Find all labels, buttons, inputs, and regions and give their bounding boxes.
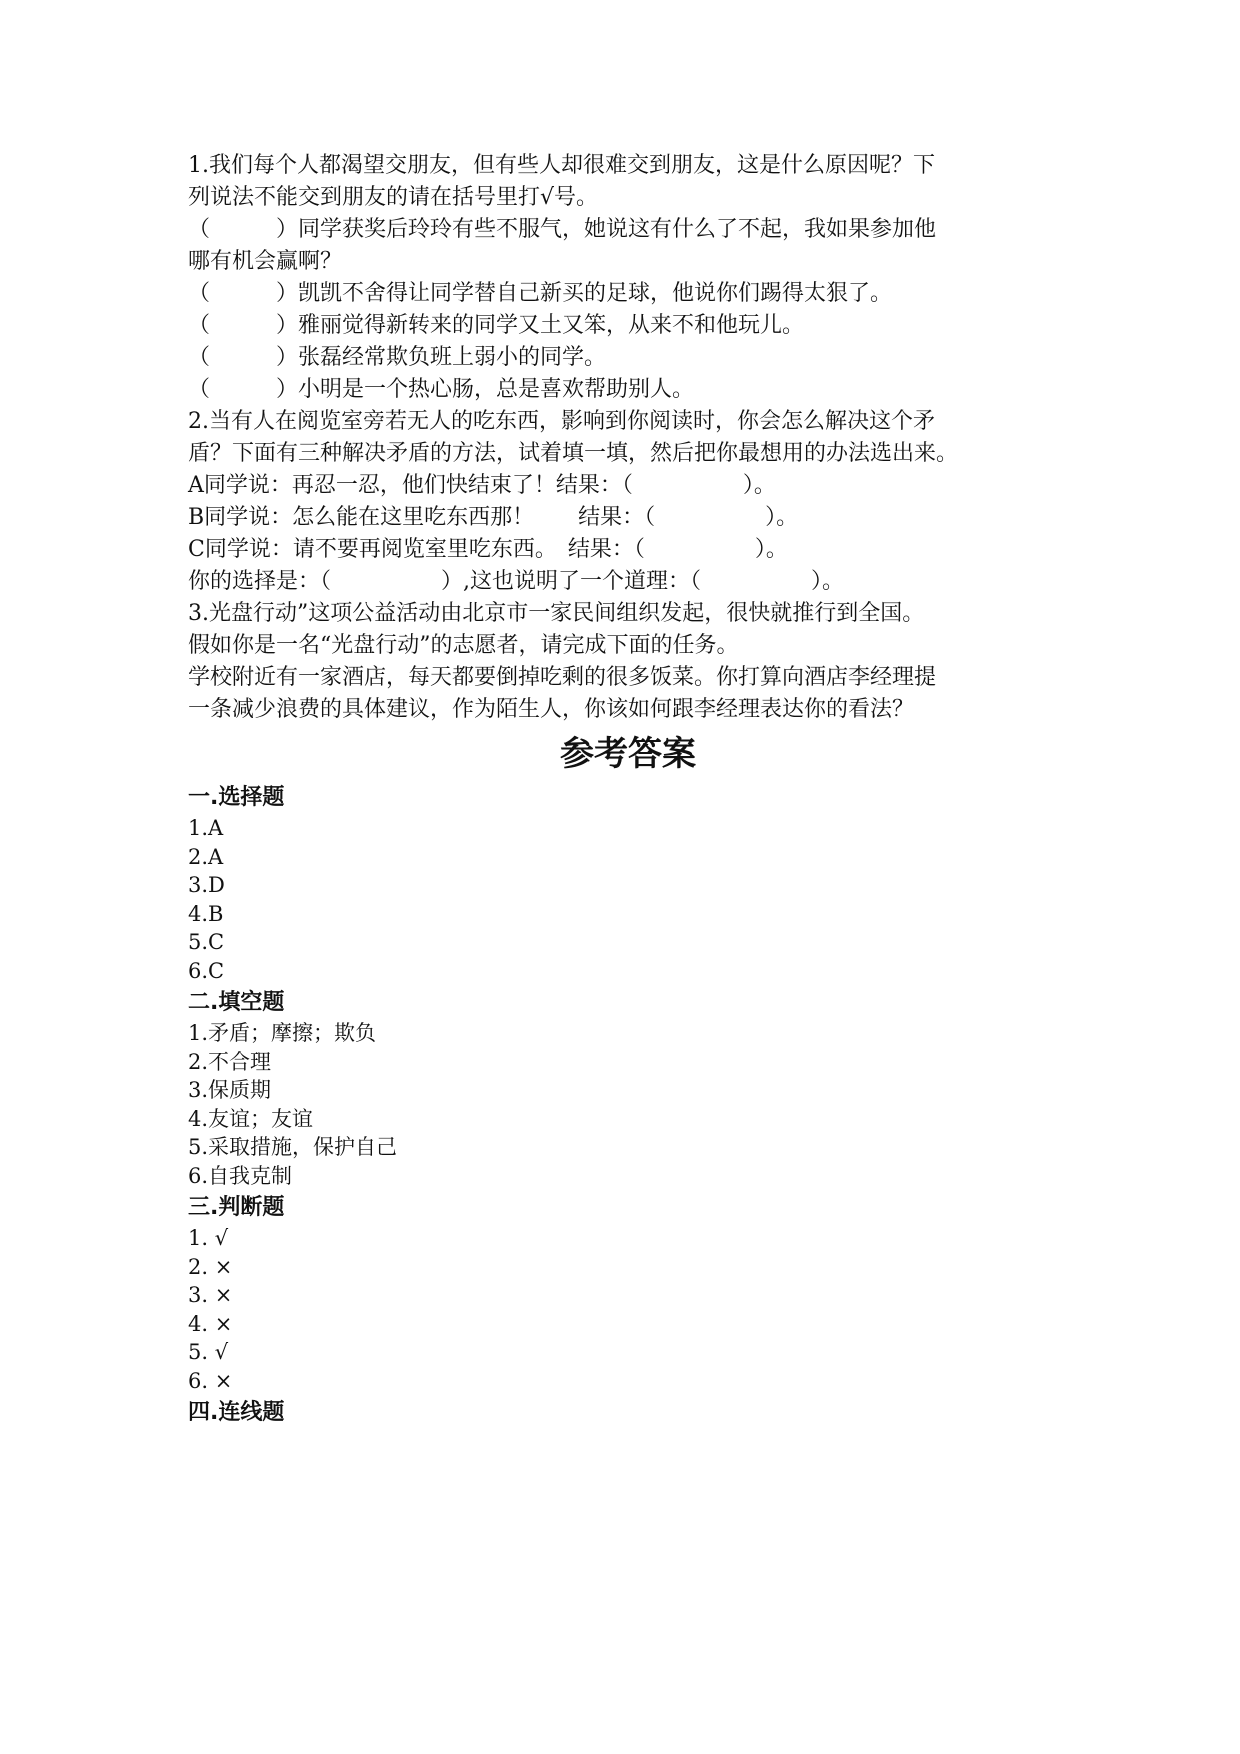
answer-item: 5.C [188,930,225,954]
answers-section-choice [188,782,1068,985]
q1-option-1-line1: （ ）同学获奖后玲玲有些不服气，她说这有什么了不起，我如果参加他 [188,217,937,242]
q1-stem-line1: 1.我们每个人都渴望交朋友，但有些人却很难交到朋友，这是什么原因呢？下 [188,153,935,178]
section-heading: 三.判断题 [188,1195,285,1220]
answer-item: 5.采取措施，保护自己 [188,1135,398,1159]
answer-item: 2.不合理 [188,1049,272,1074]
section-heading: 一.选择题 [188,785,285,810]
answer-item: 5. √ [188,1340,229,1364]
answer-item: 3.保质期 [188,1078,272,1102]
answer-item: 2.A [188,844,224,869]
q1-option-4: （ ）张磊经常欺负班上弱小的同学。 [188,345,607,370]
q1-stem-line2: 列说法不能交到朋友的请在括号里打√号。 [188,185,599,210]
q2-stem-line2: 盾？下面有三种解决矛盾的方法，试着填一填，然后把你最想用的办法选出来。 [188,441,959,466]
q1-option-1-line2: 哪有机会赢啊？ [188,249,343,274]
question-1 [188,150,1068,406]
answers-section-fill [188,987,1068,1190]
section-heading: 二.填空题 [188,990,285,1015]
worksheet-page [188,150,1068,1429]
section-heading: 四.连线题 [188,1400,285,1425]
q2-stem-line1: 2.当有人在阅览室旁若无人的吃东西，影响到你阅读时，你会怎么解决这个矛 [188,409,935,434]
question-3 [188,598,1068,726]
answer-item: 6.自我克制 [188,1163,293,1188]
answer-item: 3.D [188,873,225,897]
answer-item: 1.A [188,816,224,840]
q3-line1: 3.光盘行动”这项公益活动由北京市一家民间组织发起，很快就推行到全国。 [188,601,925,626]
answer-item: 3. × [188,1283,233,1307]
q1-option-3: （ ）雅丽觉得新转来的同学又土又笨，从来不和他玩儿。 [188,313,805,338]
q2-option-b: B同学说：怎么能在这里吃东西那！ 结果：（ ）。 [188,505,799,530]
answers-title: 参考答案 [560,734,696,774]
answer-item: 1. √ [188,1226,229,1250]
q1-option-5: （ ）小明是一个热心肠，总是喜欢帮助别人。 [188,377,695,402]
answer-item: 4.B [188,901,224,926]
q2-option-c: C同学说：请不要再阅览室里吃东西。 结果：（ ）。 [188,537,788,562]
q1-option-2: （ ）凯凯不舍得让同学替自己新买的足球，他说你们踢得太狠了。 [188,281,893,306]
q3-line4: 一条减少浪费的具体建议，作为陌生人，你该如何跟李经理表达你的看法？ [188,697,915,722]
q3-line2: 假如你是一名“光盘行动”的志愿者，请完成下面的任务。 [188,633,739,658]
answer-item: 1.矛盾；摩擦；欺负 [188,1021,377,1045]
answer-item: 6.C [188,958,225,983]
q2-option-a: A同学说：再忍一忍，他们快结束了！结果：（ ）。 [188,473,776,498]
answer-item: 6. × [188,1368,233,1393]
answer-item: 4.友谊；友谊 [188,1106,314,1131]
question-2 [188,406,1068,598]
answers-section-judge [188,1192,1068,1395]
answer-item: 2. × [188,1254,233,1279]
q2-choice: 你的选择是：（ ）,这也说明了一个道理：（ ）。 [188,569,844,594]
answer-item: 4. × [188,1311,233,1336]
q3-line3: 学校附近有一家酒店，每天都要倒掉吃剩的很多饭菜。你打算向酒店李经理提 [188,665,937,690]
answers-section-match [188,1397,1068,1429]
